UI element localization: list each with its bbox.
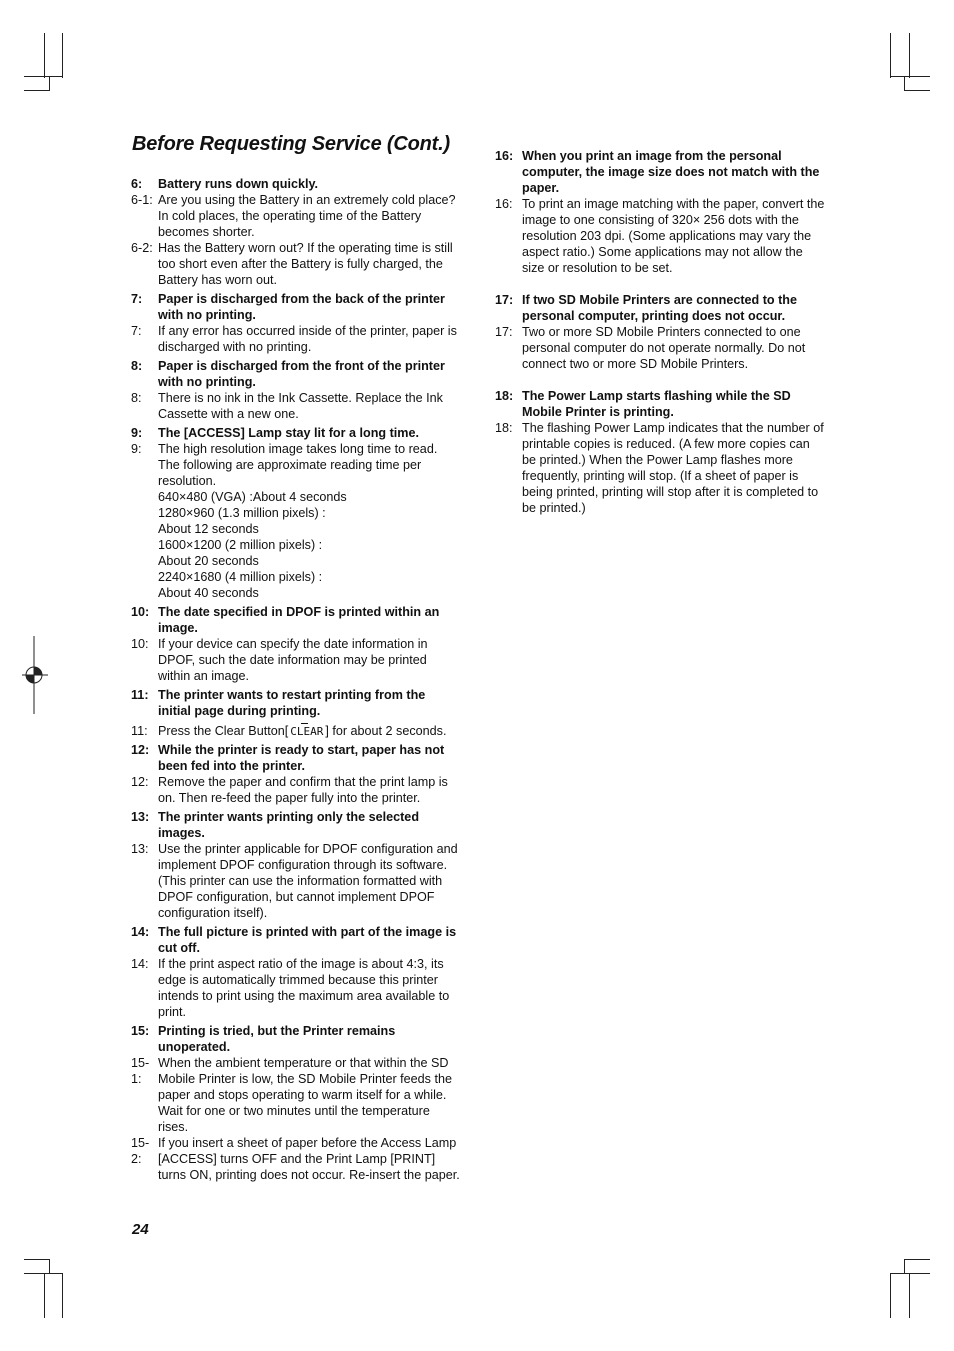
question-14: 14: The full picture is printed with part of the image is cut off. bbox=[131, 925, 457, 955]
question-8: 8: Paper is discharged from the front of the printer with no printing. bbox=[131, 359, 445, 389]
crop-mark-top-left-h1 bbox=[24, 76, 63, 77]
question-17: 17: If two SD Mobile Printers are connected to the personal computer, printing does not occur. bbox=[495, 293, 798, 323]
crop-mark-bottom-right-h1 bbox=[904, 1259, 930, 1260]
crop-mark-top-right-h1 bbox=[890, 76, 930, 77]
answer-11: 11: Press the Clear Button[ CLEAR ] for about 2 seconds. bbox=[131, 724, 447, 738]
crop-mark-bottom-left-v2 bbox=[44, 1273, 45, 1318]
answer-13: 13: Use the printer applicable for DPOF configuration and implement DPOF configuration through its software. (This printer can use the information formatted with DPOF configuration, but cannot implement DPOF configuration itself). bbox=[131, 842, 458, 920]
answer-15-2: 15-2: If you insert a sheet of paper before the Access Lamp [ACCESS] turns OFF and the Print Lamp [PRINT] turns ON, printing does not occur. Re-insert the paper. bbox=[131, 1136, 460, 1182]
page-title: Before Requesting Service (Cont.) bbox=[132, 133, 450, 155]
answer-6-2: 6-2: Has the Battery worn out? If the operating time is still too short even after the Battery is fully charged, the Battery has worn out. bbox=[131, 241, 453, 287]
answer-10: 10: If your device can specify the date information in DPOF, such the date information may be printed within an image. bbox=[131, 637, 428, 683]
crop-mark-top-right-v1 bbox=[890, 33, 891, 78]
question-11: 11: The printer wants to restart printing from the initial page during printing. bbox=[131, 688, 426, 718]
answer-6-1: 6-1: Are you using the Battery in an extremely cold place? In cold places, the operating time of the Battery becomes shorter. bbox=[131, 193, 456, 239]
question-9: 9: The [ACCESS] Lamp stay lit for a long time. bbox=[131, 426, 420, 440]
crop-mark-top-left-v2 bbox=[62, 33, 63, 78]
answer-16: 16: To print an image matching with the paper, convert the image to one consisting of 320× 256 dots with the resolution 203 dpi. (Some applications may vary the aspect ratio.) Some applications may not allow the size or resolution to be set. bbox=[495, 197, 825, 275]
page-number: 24 bbox=[132, 1221, 149, 1238]
registration-mark-icon bbox=[22, 636, 48, 714]
crop-mark-bottom-left-v3 bbox=[62, 1273, 63, 1318]
right-column bbox=[495, 148, 825, 516]
answer-7: 7: If any error has occurred inside of the printer, paper is discharged with no printing. bbox=[131, 324, 457, 354]
left-column bbox=[131, 176, 461, 1183]
answer-17: 17: Two or more SD Mobile Printers connected to one personal computer do not operate normally. Do not connect two or more SD Mobile Printers. bbox=[495, 325, 806, 371]
answer-12: 12: Remove the paper and confirm that the print lamp is on. Then re-feed the paper fully into the printer. bbox=[131, 775, 448, 805]
question-10: 10: The date specified in DPOF is printed within an image. bbox=[131, 605, 440, 635]
crop-mark-top-right-h2 bbox=[904, 90, 930, 91]
crop-mark-bottom-right-v2 bbox=[890, 1273, 891, 1318]
crop-mark-bottom-left-v1 bbox=[49, 1259, 50, 1274]
question-6: 6: Battery runs down quickly. bbox=[131, 177, 319, 191]
crop-mark-top-right-v2 bbox=[909, 33, 910, 78]
answer-8: 8: There is no ink in the Ink Cassette. Replace the Ink Cassette with a new one. bbox=[131, 391, 443, 421]
answer-15-1: 15-1: When the ambient temperature or that within the SD Mobile Printer is low, the SD Mobile Printer feeds the paper and stops operating to warm itself for a while. Wait for one or two minutes until the temperature rises. bbox=[131, 1056, 452, 1134]
clear-button-icon: CLEAR bbox=[290, 725, 324, 738]
answer-14: 14: If the print aspect ratio of the image is about 4:3, its edge is automatically trimmed because this printer intends to print using the maximum area available to print. bbox=[131, 957, 450, 1019]
crop-mark-bottom-right-h2 bbox=[890, 1273, 930, 1274]
answer-18: 18: The flashing Power Lamp indicates that the number of printable copies is reduced. (A few more copies can be printed.) When the Power Lamp flashes more frequently, printing will stop. (If a sheet of paper is being printed, printing will stop after it is completed to be printed.) bbox=[495, 421, 824, 515]
crop-mark-bottom-right-v3 bbox=[909, 1273, 910, 1318]
question-18: 18: The Power Lamp starts flashing while the SD Mobile Printer is printing. bbox=[495, 389, 791, 419]
question-13: 13: The printer wants printing only the selected images. bbox=[131, 810, 420, 840]
crop-mark-top-right-v3 bbox=[904, 76, 905, 91]
question-7: 7: Paper is discharged from the back of the printer with no printing. bbox=[131, 292, 445, 322]
crop-mark-top-left-h2 bbox=[24, 90, 49, 91]
question-12: 12: While the printer is ready to start, paper has not been fed into the printer. bbox=[131, 743, 445, 773]
crop-mark-top-left-v3 bbox=[49, 76, 50, 91]
crop-mark-bottom-right-v1 bbox=[904, 1259, 905, 1274]
question-15: 15: Printing is tried, but the Printer remains unoperated. bbox=[131, 1024, 396, 1054]
answer-9: 9: The high resolution image takes long time to read. The following are approximate reading time per resolution. 640×480 (VGA) :About 4 seconds 1280×960 (1.3 million pixels) : About 12 seconds 1600×1200 (2 million pixels) : About 20 seconds 2240×1680 (4 million pixels) : About 40 seconds bbox=[131, 442, 438, 600]
crop-mark-bottom-left-h1 bbox=[24, 1259, 49, 1260]
question-16: 16: When you print an image from the personal computer, the image size does not match with the paper. bbox=[495, 149, 820, 195]
crop-mark-top-left-v1 bbox=[44, 33, 45, 78]
